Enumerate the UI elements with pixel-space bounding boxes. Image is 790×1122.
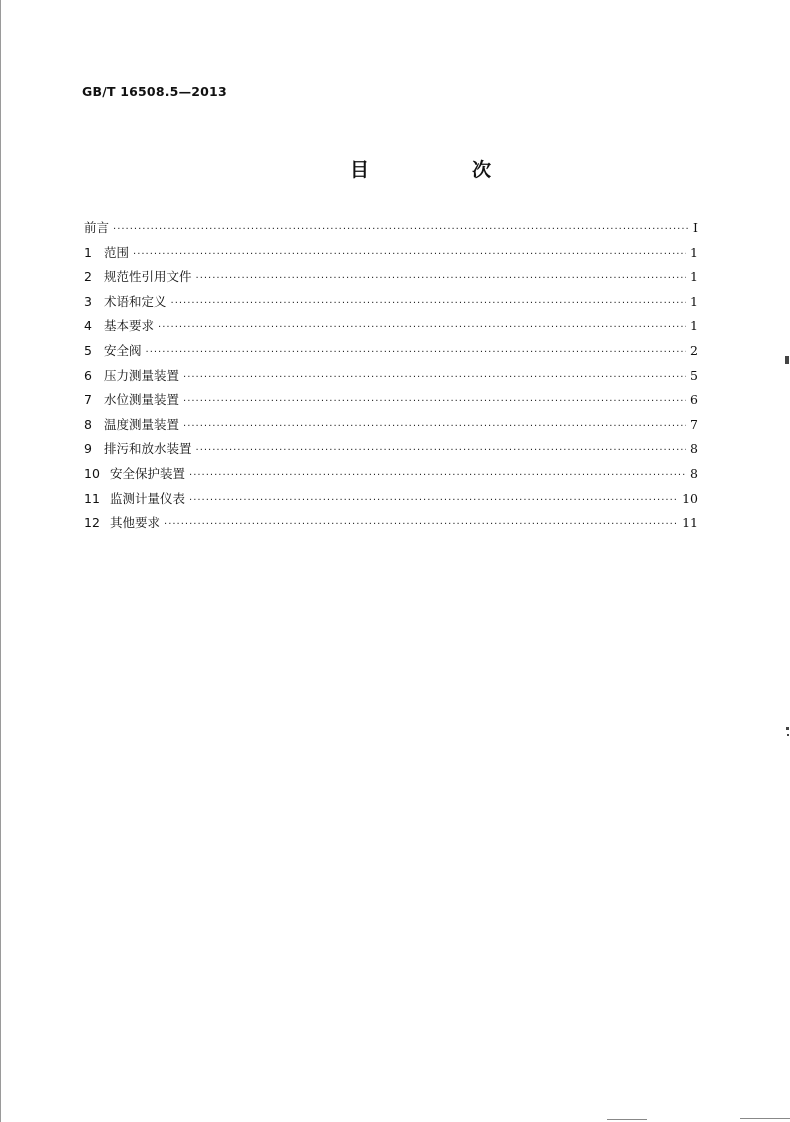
toc-item-label: 前言 — [84, 220, 110, 235]
toc-item-page: 1 — [690, 293, 698, 309]
toc-item-8[interactable] — [84, 415, 698, 440]
toc-item-number: 4 — [84, 318, 92, 334]
toc-item-page: 1 — [690, 244, 698, 260]
toc-item-page: 7 — [690, 416, 698, 432]
scan-mark — [787, 734, 789, 736]
toc-item-page: 1 — [690, 269, 698, 285]
toc-item-number: 3 — [84, 293, 92, 309]
toc-item-1[interactable] — [84, 243, 698, 268]
toc-leader — [133, 249, 686, 260]
scan-mark — [785, 356, 789, 364]
scan-mark — [786, 727, 789, 730]
toc-item-number: 5 — [84, 342, 92, 358]
toc-leader — [146, 347, 687, 358]
toc-item-12[interactable] — [84, 513, 698, 538]
toc-item-page: 10 — [682, 490, 698, 506]
toc-item-label: 安全阀 — [104, 342, 142, 358]
toc-leader — [196, 445, 687, 456]
toc-leader — [189, 495, 678, 506]
toc-item-4[interactable] — [84, 316, 698, 341]
toc-leader — [183, 421, 686, 432]
toc-leader — [183, 396, 686, 407]
toc-item-number: 2 — [84, 269, 92, 285]
toc-item-foreword[interactable] — [84, 218, 698, 243]
toc-item-page: 8 — [690, 465, 698, 481]
toc-leader — [183, 372, 686, 383]
toc-item-number: 8 — [84, 416, 92, 432]
toc-item-number: 7 — [84, 392, 92, 408]
page-left-edge — [0, 0, 1, 1122]
toc-item-label: 术语和定义 — [104, 293, 167, 309]
scan-mark — [607, 1119, 647, 1120]
toc-leader — [158, 322, 686, 333]
toc-item-5[interactable] — [84, 341, 698, 366]
toc-item-number: 10 — [84, 465, 100, 481]
toc-leader — [164, 519, 678, 530]
toc-leader — [189, 470, 686, 481]
toc-leader — [196, 273, 687, 284]
toc-item-page: 11 — [682, 515, 698, 531]
page-title: 目 次 — [350, 159, 534, 181]
toc-item-page: 5 — [690, 367, 698, 383]
toc-item-label: 水位测量装置 — [104, 392, 180, 408]
toc-item-3[interactable] — [84, 292, 698, 317]
toc-item-page: 8 — [690, 441, 698, 457]
toc-item-11[interactable] — [84, 489, 698, 514]
toc-item-label: 其他要求 — [110, 515, 161, 531]
toc-item-page: 6 — [690, 392, 698, 408]
toc-leader — [171, 298, 687, 309]
toc-leader — [113, 224, 689, 235]
toc-item-label: 监测计量仪表 — [110, 490, 186, 506]
toc-item-page: 2 — [690, 342, 698, 358]
standard-code: GB/T 16508.5—2013 — [82, 84, 227, 99]
toc-item-6[interactable] — [84, 366, 698, 391]
toc-item-9[interactable] — [84, 439, 698, 464]
table-of-contents — [84, 218, 698, 538]
toc-item-10[interactable] — [84, 464, 698, 489]
toc-item-label: 范围 — [104, 244, 130, 260]
scan-mark — [740, 1118, 790, 1119]
toc-item-7[interactable] — [84, 390, 698, 415]
toc-item-number: 6 — [84, 367, 92, 383]
toc-item-label: 基本要求 — [104, 318, 155, 334]
toc-item-label: 规范性引用文件 — [104, 269, 192, 285]
toc-item-2[interactable] — [84, 267, 698, 292]
toc-item-number: 12 — [84, 515, 100, 531]
toc-item-number: 9 — [84, 441, 92, 457]
toc-item-label: 安全保护装置 — [110, 465, 186, 481]
toc-item-number: 1 — [84, 244, 92, 260]
toc-item-label: 温度测量装置 — [104, 416, 180, 432]
toc-item-label: 压力测量装置 — [104, 367, 180, 383]
toc-item-label: 排污和放水装置 — [104, 441, 192, 457]
toc-item-number: 11 — [84, 490, 100, 506]
toc-item-page: 1 — [690, 318, 698, 334]
toc-item-page: Ⅰ — [693, 220, 698, 235]
